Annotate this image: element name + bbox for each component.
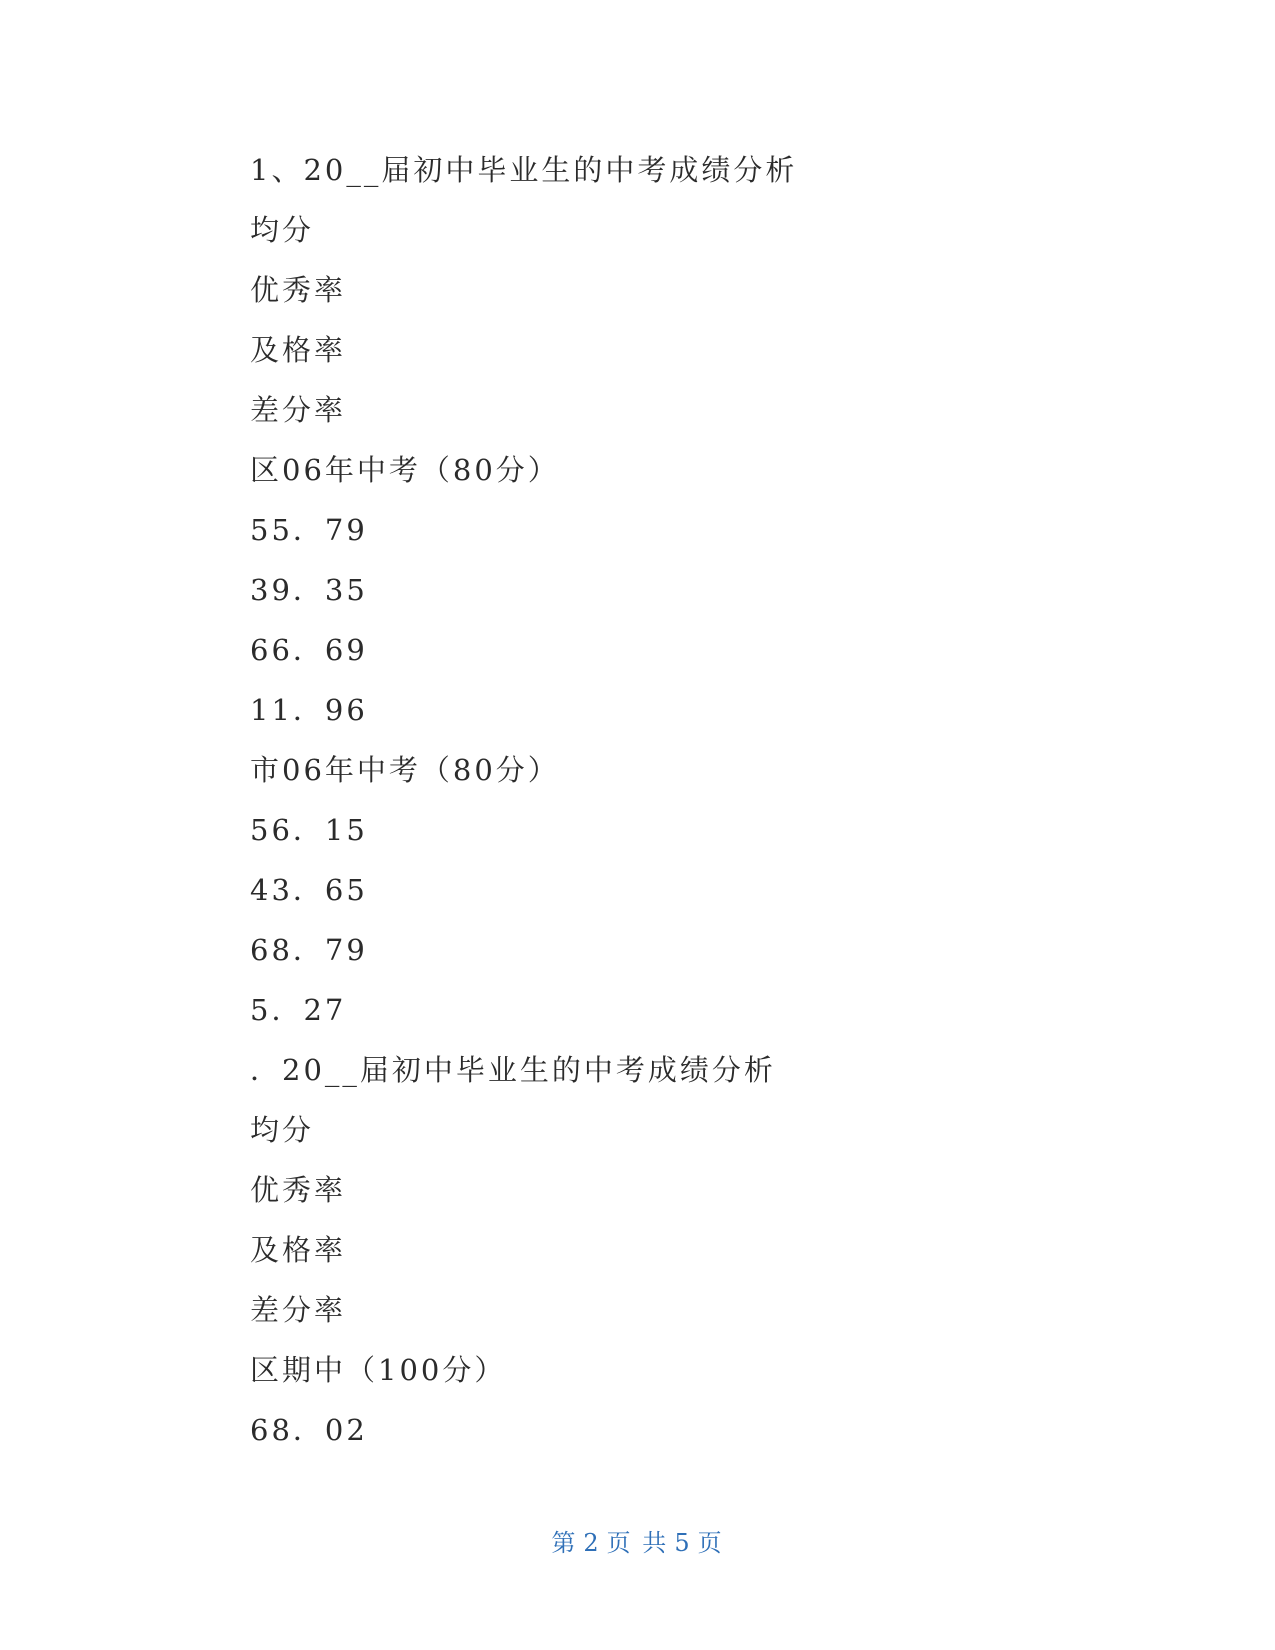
district-midterm-heading: 区期中（100分） <box>250 1353 507 1387</box>
section-heading-2: ．20__届初中毕业生的中考成绩分析 <box>250 1053 776 1087</box>
label-average: 均分 <box>250 1113 315 1147</box>
total-pages-number: 5 <box>674 1529 692 1557</box>
city-exam-heading: 市06年中考（80分） <box>250 753 560 787</box>
current-page-number: 2 <box>583 1529 601 1557</box>
label-excellent-rate: 优秀率 <box>250 1173 347 1207</box>
value-line: 56．15 <box>250 813 368 847</box>
value-line: 11．96 <box>250 693 368 727</box>
page-footer <box>0 1528 1275 1558</box>
value-line: 66．69 <box>250 633 368 667</box>
value-line: 55．79 <box>250 513 368 547</box>
label-pass-rate: 及格率 <box>250 1233 347 1267</box>
district-exam-heading: 区06年中考（80分） <box>250 453 560 487</box>
value-line: 43．65 <box>250 873 368 907</box>
label-excellent-rate: 优秀率 <box>250 273 347 307</box>
section-heading-1: 1、20__届初中毕业生的中考成绩分析 <box>250 153 798 187</box>
value-line: 68．79 <box>250 933 368 967</box>
footer-prefix: 第 <box>551 1529 578 1557</box>
value-line: 68．02 <box>250 1413 368 1447</box>
footer-suffix: 页 <box>697 1529 724 1557</box>
label-poor-rate: 差分率 <box>250 393 347 427</box>
value-line: 5．27 <box>250 993 347 1027</box>
value-line: 39．35 <box>250 573 368 607</box>
label-pass-rate: 及格率 <box>250 333 347 367</box>
label-average: 均分 <box>250 213 315 247</box>
footer-middle: 页 共 <box>606 1529 669 1557</box>
label-poor-rate: 差分率 <box>250 1293 347 1327</box>
